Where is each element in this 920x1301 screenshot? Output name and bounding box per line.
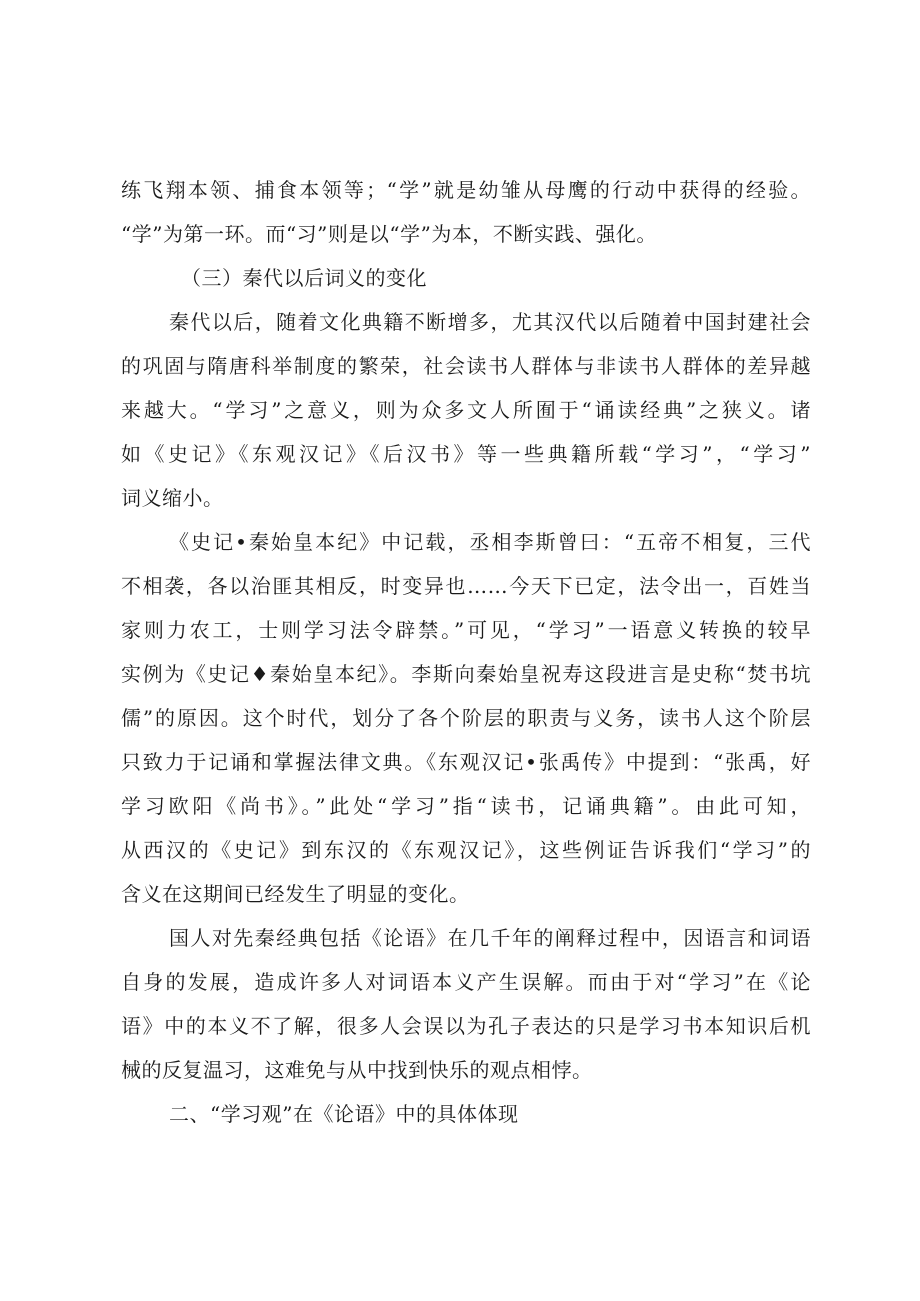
text-line: 来越大。“学习”之意义，则为众多文人所囿于“诵读经典”之狭义。诸 <box>121 398 811 422</box>
text-line: “学”为第一环。而“习”则是以“学”为本，不断实践、强化。 <box>121 222 657 246</box>
text-line: 含义在这期间已经发生了明显的变化。 <box>121 882 470 906</box>
text-line: 自身的发展，造成许多人对词语本义产生误解。而由于对“学习”在《论 <box>121 970 811 994</box>
text-line: 语》中的本义不了解，很多人会误以为孔子表达的只是学习书本知识后机 <box>121 1014 811 1038</box>
text-line: 从西汉的《史记》到东汉的《东观汉记》，这些例证告诉我们“学习”的 <box>121 838 811 862</box>
text-line: 的巩固与隋唐科举制度的繁荣，社会读书人群体与非读书人群体的差异越 <box>121 354 811 378</box>
text-line: 械的反复温习，这难免与从中找到快乐的观点相悖。 <box>121 1058 593 1082</box>
text-line: 练飞翔本领、捕食本领等；“学”就是幼雏从母鹰的行动中获得的经验。 <box>121 178 811 202</box>
text-line: 实例为《史记♦秦始皇本纪》。李斯向秦始皇祝寿这段进言是史称“焚书坑 <box>121 662 811 686</box>
text-line: 儒”的原因。这个时代，划分了各个阶层的职责与义务，读书人这个阶层 <box>121 706 811 730</box>
section-heading: （三）秦代以后词义的变化 <box>181 266 427 290</box>
section-heading: 二、“学习观”在《论语》中的具体体现 <box>169 1102 519 1126</box>
text-line: 如《史记》《东观汉记》《后汉书》等一些典籍所载“学习”，“学习” <box>121 442 811 466</box>
text-line: 只致力于记诵和掌握法律文典。《东观汉记•张禹传》中提到：“张禹，好 <box>121 750 811 774</box>
text-line: 国人对先秦经典包括《论语》在几千年的阐释过程中，因语言和词语 <box>169 926 811 950</box>
text-line: 学习欧阳《尚书》。”此处“学习”指“读书，记诵典籍”。由此可知， <box>121 794 811 818</box>
text-line: 家则力农工，士则学习法令辟禁。”可见，“学习”一语意义转换的较早 <box>121 618 811 642</box>
text-line: 不相袭，各以治匪其相反，时变异也……今天下已定，法令出一，百姓当 <box>121 574 811 598</box>
text-line: 秦代以后，随着文化典籍不断增多，尤其汉代以后随着中国封建社会 <box>169 310 811 334</box>
text-line: 《史记•秦始皇本纪》中记载，丞相李斯曾曰：“五帝不相复，三代 <box>169 530 811 554</box>
text-line: 词义缩小。 <box>121 486 224 510</box>
